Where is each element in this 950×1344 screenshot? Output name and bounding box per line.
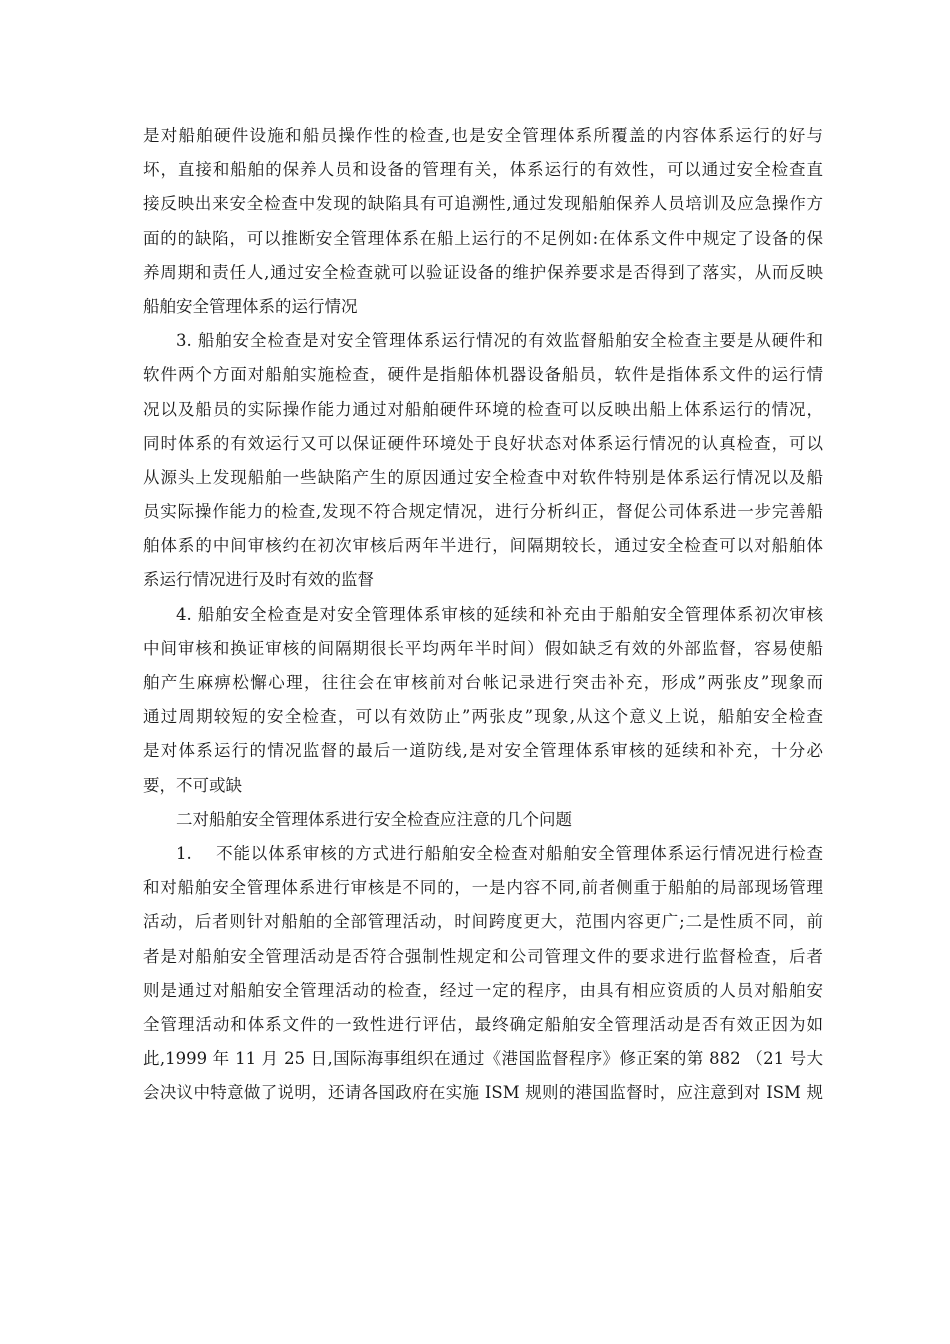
document-body bbox=[143, 119, 823, 1110]
text-line: 舶体系的中间审核约在初次审核后两年半进行，间隔期较长，通过安全检查可以对船舶体 bbox=[143, 536, 823, 556]
text-line: 会决议中特意做了说明，还请各国政府在实施 ISM 规则的港国监督时，应注意到对 ISM 规 bbox=[143, 1083, 823, 1103]
text-line: 是对船舶硬件设施和船员操作性的检查,也是安全管理体系所覆盖的内容体系运行的好与 bbox=[143, 126, 823, 145]
text-line: 要，不可或缺 bbox=[143, 775, 242, 795]
text-line: 通过周期较短的安全检查，可以有效防止”两张皮”现象,从这个意义上说，船舶安全检查 bbox=[143, 707, 823, 727]
text-line: 4. 船舶安全检查是对安全管理体系审核的延续和补充由于船舶安全管理体系初次审核 bbox=[176, 604, 823, 624]
text-line: 接反映出来安全检查中发现的缺陷具有可追溯性,通过发现船舶保养人员培训及应急操作方 bbox=[143, 194, 823, 214]
text-line: 3. 船舶安全检查是对安全管理体系运行情况的有效监督船舶安全检查主要是从硬件和 bbox=[176, 331, 823, 351]
text-line: 系运行情况进行及时有效的监督 bbox=[143, 570, 374, 590]
text-line: 从源头上发现船舶一些缺陷产生的原因通过安全检查中对软件特别是体系运行情况以及船 bbox=[143, 467, 823, 487]
text-line: 船舶安全管理体系的运行情况 bbox=[143, 296, 358, 316]
text-line: 全管理活动和体系文件的一致性进行评估，最终确定船舶安全管理活动是否有效正因为如 bbox=[143, 1014, 823, 1034]
text-line: 面的的缺陷，可以推断安全管理体系在船上运行的不足例如:在体系文件中规定了设备的保 bbox=[143, 228, 823, 248]
text-line: 活动，后者则针对船舶的全部管理活动，时间跨度更大，范围内容更广;二是性质不同，前 bbox=[143, 912, 823, 932]
text-line: 同时体系的有效运行又可以保证硬件环境处于良好状态对体系运行情况的认真检查，可以 bbox=[143, 433, 823, 453]
text-line: 中间审核和换证审核的间隔期很长平均两年半时间）假如缺乏有效的外部监督，容易使船 bbox=[143, 638, 823, 658]
text-line: 软件两个方面对船舶实施检查，硬件是指船体机器设备船员，软件是指体系文件的运行情 bbox=[143, 365, 823, 385]
text-line: 况以及船员的实际操作能力通过对船舶硬件环境的检查可以反映出船上体系运行的情况， bbox=[143, 399, 823, 419]
text-line: 二对船舶安全管理体系进行安全检查应注意的几个问题 bbox=[176, 809, 572, 829]
text-line: 养周期和责任人,通过安全检查就可以验证设备的维护保养要求是否得到了落实，从而反映 bbox=[143, 262, 823, 282]
text-line: 是对体系运行的情况监督的最后一道防线,是对安全管理体系审核的延续和补充，十分必 bbox=[143, 741, 823, 761]
text-line: 者是对船舶安全管理活动是否符合强制性规定和公司管理文件的要求进行监督检查，后者 bbox=[143, 946, 823, 966]
text-line: 此,1999 年 11 月 25 日,国际海事组织在通过《港国监督程序》修正案的第 882 （21 号大 bbox=[143, 1049, 823, 1069]
text-line: 舶产生麻痹松懈心理，往往会在审核前对台帐记录进行突击补充，形成”两张皮”现象而 bbox=[143, 673, 823, 692]
text-line: 则是通过对船舶安全管理活动的检查，经过一定的程序，由具有相应资质的人员对船舶安 bbox=[143, 980, 823, 1000]
text-line: 员实际操作能力的检查,发现不符合规定情况，进行分析纠正，督促公司体系进一步完善船 bbox=[143, 502, 823, 522]
text-line: 1. 不能以体系审核的方式进行船舶安全检查对船舶安全管理体系运行情况进行检查 bbox=[176, 843, 823, 863]
text-line: 坏，直接和船舶的保养人员和设备的管理有关，体系运行的有效性，可以通过安全检查直 bbox=[143, 160, 823, 180]
text-line: 和对船舶安全管理体系进行审核是不同的，一是内容不同,前者侧重于船舶的局部现场管理 bbox=[143, 878, 823, 898]
